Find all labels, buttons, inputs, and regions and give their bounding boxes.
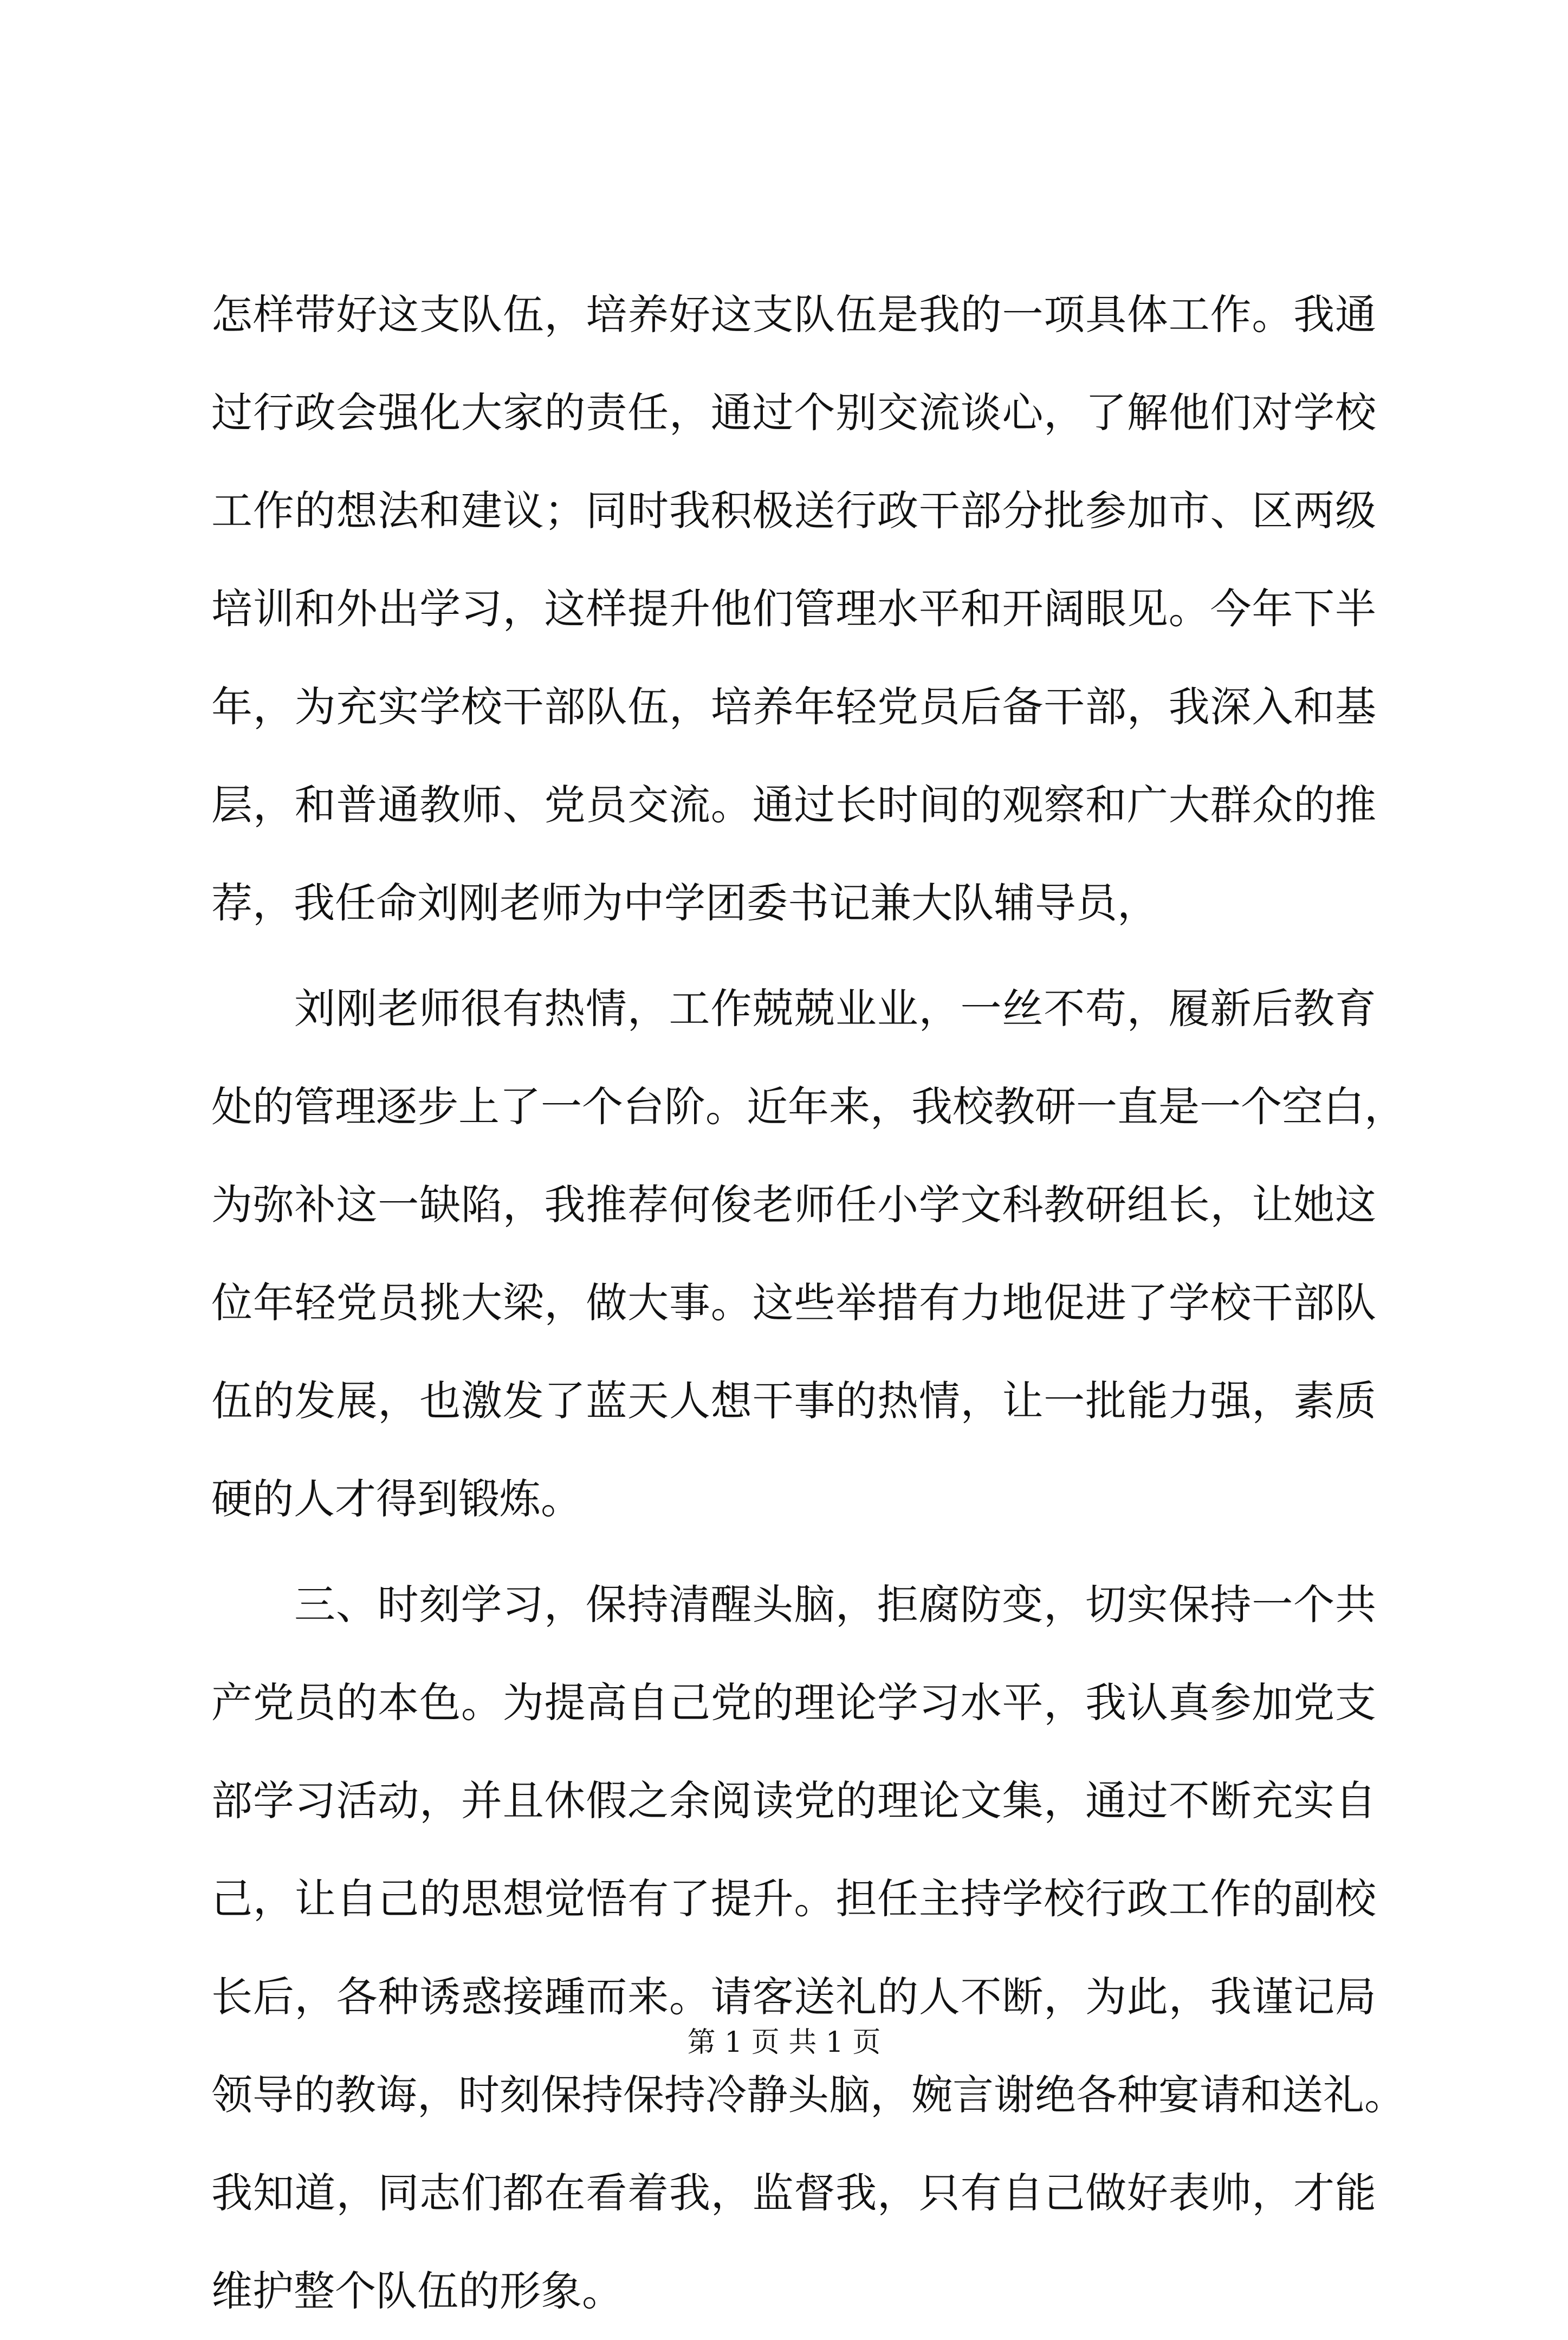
text-line: 刘刚老师很有热情，工作兢兢业业，一丝不苟，履新后教育 — [294, 984, 1376, 1033]
text-line: 培训和外出学习，这样提升他们管理水平和开阔眼见。今年下半 — [211, 585, 1376, 633]
text-line: 怎样带好这支队伍，培养好这支队伍是我的一项具体工作。我通 — [211, 290, 1376, 339]
paragraph — [211, 265, 1376, 952]
text-line: 己，让自己的思想觉悟有了提升。担任主持学校行政工作的副校 — [211, 1875, 1376, 1923]
text-line: 年，为充实学校干部队伍，培养年轻党员后备干部，我深入和基 — [211, 683, 1376, 731]
text-line: 位年轻党员挑大梁，做大事。这些举措有力地促进了学校干部队 — [211, 1279, 1376, 1327]
text-line: 产党员的本色。为提高自己党的理论学习水平，我认真参加党支 — [211, 1678, 1376, 1727]
paragraph-gap — [211, 952, 1376, 960]
paragraph — [211, 960, 1405, 1548]
text-line: 部学习活动，并且休假之余阅读党的理论文集，通过不断充实自 — [211, 1777, 1376, 1825]
text-line: 处的管理逐步上了一个台阶。近年来，我校教研一直是一个空白， — [211, 1083, 1405, 1131]
text-line: 维护整个队伍的形象。 — [211, 2267, 623, 2315]
text-line: 我知道，同志们都在看着我，监督我，只有自己做好表帅，才能 — [211, 2169, 1376, 2217]
text-line: 层，和普通教师、党员交流。通过长时间的观察和广大群众的推 — [211, 781, 1376, 829]
text-line: 过行政会强化大家的责任，通过个别交流谈心，了解他们对学校 — [211, 388, 1376, 437]
paragraph-gap — [211, 1548, 1376, 1555]
text-line: 为弥补这一缺陷，我推荐何俊老师任小学文科教研组长，让她这 — [211, 1181, 1376, 1229]
page-number-footer: 第 1 页 共 1 页 — [687, 2026, 881, 2059]
text-line: 领导的教诲，时刻保持保持冷静头脑，婉言谢绝各种宴请和送礼。 — [211, 2071, 1405, 2119]
text-line: 硬的人才得到锻炼。 — [211, 1475, 582, 1523]
text-line: 工作的想法和建议；同时我积极送行政干部分批参加市、区两级 — [211, 487, 1376, 535]
text-line: 三、时刻学习，保持清醒头脑，拒腐防变，切实保持一个共 — [294, 1580, 1376, 1629]
text-line: 伍的发展，也激发了蓝天人想干事的热情，让一批能力强，素质 — [211, 1377, 1376, 1425]
paragraph — [211, 1555, 1405, 2340]
text-line: 荐，我任命刘刚老师为中学团委书记兼大队辅导员， — [211, 879, 1158, 927]
text-line: 长后，各种诱惑接踵而来。请客送礼的人不断，为此，我谨记局 — [211, 1973, 1376, 2021]
